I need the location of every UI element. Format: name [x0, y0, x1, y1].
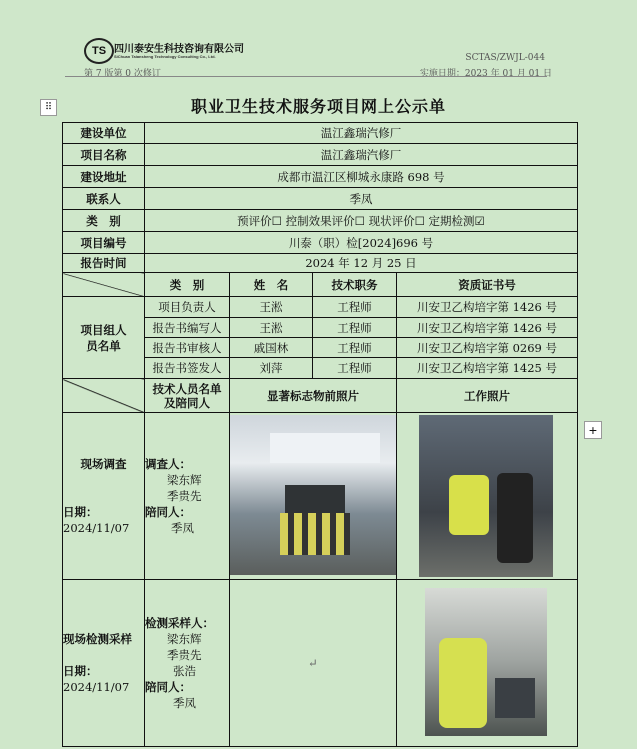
revision-text: 第 7 版第 0 次修订 [84, 69, 161, 79]
cell: 戚国林 [230, 338, 313, 358]
survey-title: 现场调查 [80, 457, 127, 471]
cell: 川安卫乙构培字第 0269 号 [397, 338, 578, 358]
info-row [63, 144, 578, 166]
info-value: 温江鑫瑞汽修厂 [145, 144, 578, 166]
cell: 工程师 [313, 338, 397, 358]
info-value: 季凤 [145, 188, 578, 210]
photo-header-row [63, 379, 578, 413]
info-value: 温江鑫瑞汽修厂 [145, 123, 578, 144]
info-value: 成都市温江区柳城永康路 698 号 [145, 166, 578, 188]
info-row [63, 232, 578, 254]
cell: 工程师 [313, 318, 397, 338]
effective-date: 实施日期：2023 年 01 月 01 日 [419, 69, 552, 79]
companion-label: 陪同人： [145, 680, 191, 694]
cell: 报告书审核人 [145, 338, 230, 358]
sampling-photo-cell [397, 580, 578, 747]
survey-people [145, 413, 230, 580]
info-label: 建设地址 [63, 166, 145, 188]
companion: 季凤 [171, 521, 194, 535]
header-divider [65, 76, 547, 77]
notice-table [62, 122, 578, 747]
investigator: 梁东辉 [167, 473, 202, 487]
sampling-row [63, 580, 578, 747]
table-move-handle[interactable]: ⠿ [40, 99, 57, 116]
cell: 王淞 [230, 318, 313, 338]
company-name: 四川泰安生科技咨询有限公司 [114, 44, 244, 55]
info-row [63, 188, 578, 210]
sampling-title: 现场检测采样 [63, 632, 132, 646]
column-header: 技术人员名单及陪同人 [145, 379, 230, 413]
date-label: 日期： [63, 505, 98, 519]
companion: 季凤 [173, 696, 196, 710]
add-row-button[interactable]: + [584, 421, 602, 439]
investigator-label: 调查人： [145, 457, 191, 471]
company-logo: TS [84, 38, 114, 64]
column-header: 技术职务 [313, 273, 397, 297]
sampler: 梁东辉 [167, 632, 202, 646]
info-value: 川泰（职）检[2024]696 号 [145, 232, 578, 254]
team-label: 项目组人员名单 [63, 297, 145, 379]
cell: 川安卫乙构培字第 1426 号 [397, 297, 578, 318]
empty-photo-cell: ↵ [230, 580, 397, 747]
sampler: 季贵先 [167, 648, 202, 662]
work-photo-cell [397, 413, 578, 580]
sampling-people [145, 580, 230, 747]
info-label: 联系人 [63, 188, 145, 210]
column-header: 资质证书号 [397, 273, 578, 297]
investigator: 季贵先 [167, 489, 202, 503]
date-label: 日期： [63, 664, 98, 678]
info-row [63, 123, 578, 144]
survey-date: 2024/11/07 [63, 521, 130, 535]
page-title: 职业卫生技术服务项目网上公示单 [190, 97, 446, 116]
sampling-photo [425, 588, 547, 736]
company-english-name: SiChuan Taiansheng Technology Consulting Co., Ltd. [114, 54, 216, 59]
document-code: SCTAS/ZWJL-044 [465, 53, 545, 63]
info-value: 2024 年 12 月 25 日 [145, 254, 578, 273]
sampling-date: 2024/11/07 [63, 680, 130, 694]
column-header: 工作照片 [397, 379, 578, 413]
cell: 王淞 [230, 297, 313, 318]
landmark-photo [230, 415, 397, 575]
sampling-cell [63, 580, 145, 747]
cell: 项目负责人 [145, 297, 230, 318]
team-header-row [63, 273, 578, 297]
work-photo [419, 415, 553, 577]
info-label: 建设单位 [63, 123, 145, 144]
cell: 川安卫乙构培字第 1425 号 [397, 358, 578, 379]
info-row [63, 166, 578, 188]
cell: 川安卫乙构培字第 1426 号 [397, 318, 578, 338]
info-label: 项目名称 [63, 144, 145, 166]
column-header: 显著标志物前照片 [230, 379, 397, 413]
cell: 工程师 [313, 358, 397, 379]
cell: 报告书签发人 [145, 358, 230, 379]
info-label: 项目编号 [63, 232, 145, 254]
sampler: 张浩 [173, 664, 196, 678]
diagonal-cell [63, 379, 145, 413]
diagonal-cell [63, 273, 145, 297]
sampler-label: 检测采样人： [145, 616, 214, 630]
column-header: 姓 名 [230, 273, 313, 297]
landmark-photo-cell [230, 413, 397, 580]
cell: 报告书编写人 [145, 318, 230, 338]
info-label: 报告时间 [63, 254, 145, 273]
companion-label: 陪同人： [145, 505, 191, 519]
info-row [63, 254, 578, 273]
cell: 工程师 [313, 297, 397, 318]
cell: 刘萍 [230, 358, 313, 379]
info-row [63, 210, 578, 232]
info-label: 类 别 [63, 210, 145, 232]
category-checkboxes[interactable]: 预评价☐ 控制效果评价☐ 现状评价☐ 定期检测☑ [145, 210, 578, 232]
survey-row [63, 413, 578, 580]
survey-cell [63, 413, 145, 580]
table-row [63, 297, 578, 318]
column-header: 类 别 [145, 273, 230, 297]
